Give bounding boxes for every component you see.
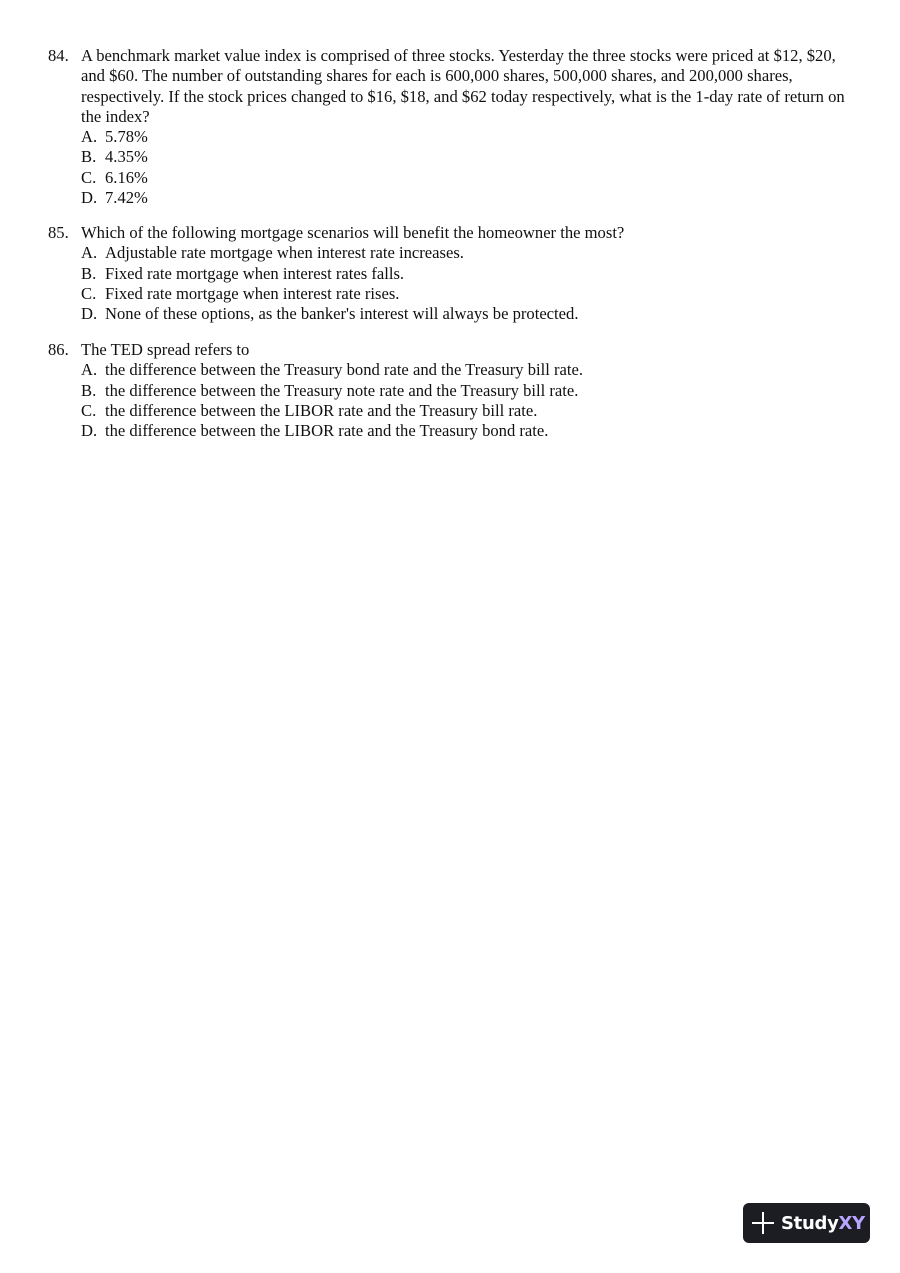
option-text: the difference between the LIBOR rate and the Treasury bill rate. <box>105 400 538 420</box>
option-a <box>81 243 848 263</box>
option-text: 5.78% <box>105 127 148 147</box>
question-85 <box>48 223 848 324</box>
option-c <box>81 168 848 188</box>
question-stem <box>48 340 848 360</box>
option-text: the difference between the Treasury note rate and the Treasury bill rate. <box>105 380 579 400</box>
option-text: Fixed rate mortgage when interest rate rises. <box>105 283 400 303</box>
question-text: The TED spread refers to <box>81 340 250 359</box>
option-letter: B. <box>81 263 97 283</box>
option-text: 4.35% <box>105 147 148 167</box>
answer-options <box>81 243 848 324</box>
option-d <box>81 421 848 441</box>
option-text: the difference between the Treasury bond rate and the Treasury bill rate. <box>105 360 584 380</box>
option-text: Adjustable rate mortgage when interest rate increases. <box>105 243 464 263</box>
answer-options <box>81 127 848 208</box>
question-stem <box>48 46 848 127</box>
question-number: 85. <box>48 223 69 242</box>
logo-text-main: Study <box>781 1212 839 1234</box>
option-text: 6.16% <box>105 167 148 187</box>
option-text: Fixed rate mortgage when interest rates falls. <box>105 263 405 283</box>
option-letter: C. <box>81 283 97 303</box>
option-c <box>81 401 848 421</box>
logo-text <box>781 1213 865 1234</box>
option-letter: A. <box>81 360 98 380</box>
question-text: A benchmark market value index is comprised of three stocks. Yesterday the three stocks were priced at $12, $20, and $60. The number of outstanding shares for each is 600,000 shares, 500,000 shares, and 200,000 shares, respectively. If the stock prices changed to $16, $18, and $62 today respectively, what is the 1-day rate of return on the index? <box>81 46 845 126</box>
option-letter: A. <box>81 127 98 147</box>
plus-icon <box>751 1211 775 1235</box>
option-letter: B. <box>81 380 97 400</box>
option-letter: D. <box>81 188 98 208</box>
question-stem <box>48 223 848 243</box>
option-c <box>81 284 848 304</box>
option-letter: C. <box>81 167 97 187</box>
studyxy-logo[interactable] <box>743 1203 870 1243</box>
answer-options <box>81 360 848 441</box>
option-text: 7.42% <box>105 188 148 208</box>
question-84 <box>48 46 848 208</box>
option-letter: D. <box>81 304 98 324</box>
option-d <box>81 188 848 208</box>
question-number: 84. <box>48 46 69 65</box>
question-number: 86. <box>48 340 69 359</box>
option-b <box>81 381 848 401</box>
logo-text-accent: XY <box>838 1212 865 1234</box>
option-b <box>81 264 848 284</box>
option-letter: C. <box>81 400 97 420</box>
option-a <box>81 127 848 147</box>
question-86 <box>48 340 848 441</box>
question-text: Which of the following mortgage scenarios will benefit the homeowner the most? <box>81 223 625 242</box>
option-d <box>81 304 848 324</box>
option-letter: A. <box>81 243 98 263</box>
option-letter: B. <box>81 147 97 167</box>
option-text: the difference between the LIBOR rate and the Treasury bond rate. <box>105 421 549 441</box>
option-b <box>81 147 848 167</box>
option-letter: D. <box>81 421 98 441</box>
option-text: None of these options, as the banker's interest will always be protected. <box>105 304 579 324</box>
option-a <box>81 360 848 380</box>
